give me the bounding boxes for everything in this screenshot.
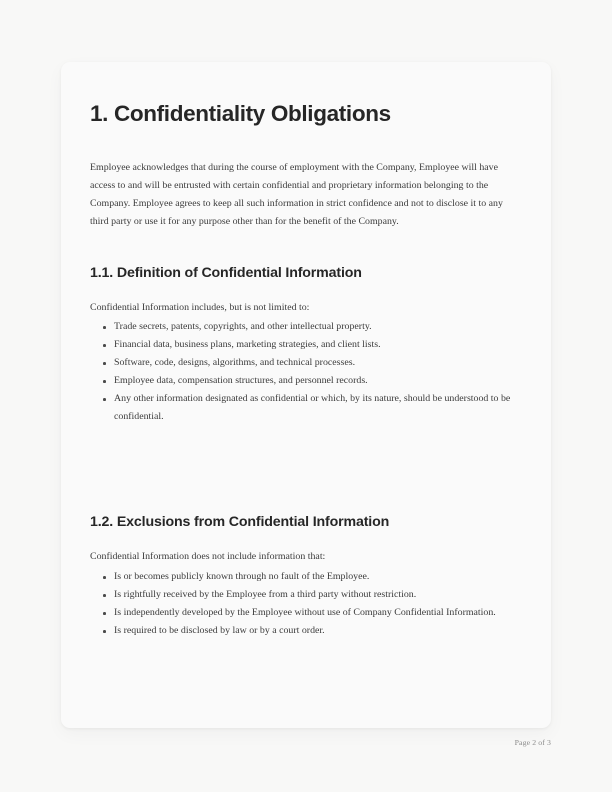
list-item: Is rightfully received by the Employee from a third party without restriction. bbox=[90, 586, 522, 604]
bullet-list-1-1 bbox=[90, 318, 522, 426]
lead-paragraph: Employee acknowledges that during the course of employment with the Company, Employee will have access to and will be entrusted with certain confidential and proprietary information belonging to the Company. Employee agrees to keep all such information in strict confidence and not to disclose it to any third party or use it for any purpose other than for the benefit of the Company. bbox=[90, 161, 503, 227]
list-item: Trade secrets, patents, copyrights, and other intellectual property. bbox=[90, 318, 522, 336]
list-item: Employee data, compensation structures, and personnel records. bbox=[90, 372, 522, 390]
list-item: Is independently developed by the Employee without use of Company Confidential Information. bbox=[90, 604, 522, 622]
list-item: Is required to be disclosed by law or by a court order. bbox=[90, 622, 522, 640]
section-intro-1-1: Confidential Information includes, but is not limited to: bbox=[90, 301, 310, 313]
list-item: Is or becomes publicly known through no fault of the Employee. bbox=[90, 568, 522, 586]
section-heading-1-2: 1.2. Exclusions from Confidential Information bbox=[90, 514, 390, 531]
page-title: 1. Confidentiality Obligations bbox=[90, 101, 391, 126]
document-card bbox=[61, 62, 551, 728]
bullet-list-1-2 bbox=[90, 568, 522, 640]
section-definition bbox=[90, 265, 522, 427]
section-heading-1-1: 1.1. Definition of Confidential Information bbox=[90, 264, 362, 281]
list-item: Financial data, business plans, marketing strategies, and client lists. bbox=[90, 336, 522, 354]
section-exclusions bbox=[90, 514, 522, 640]
section-intro-1-2: Confidential Information does not include information that: bbox=[90, 551, 326, 563]
list-item: Software, code, designs, algorithms, and technical processes. bbox=[90, 354, 522, 372]
list-item: Any other information designated as confidential or which, by its nature, should be understood to be confidential. bbox=[90, 390, 522, 426]
page-number-footer: Page 2 of 3 bbox=[514, 738, 551, 747]
